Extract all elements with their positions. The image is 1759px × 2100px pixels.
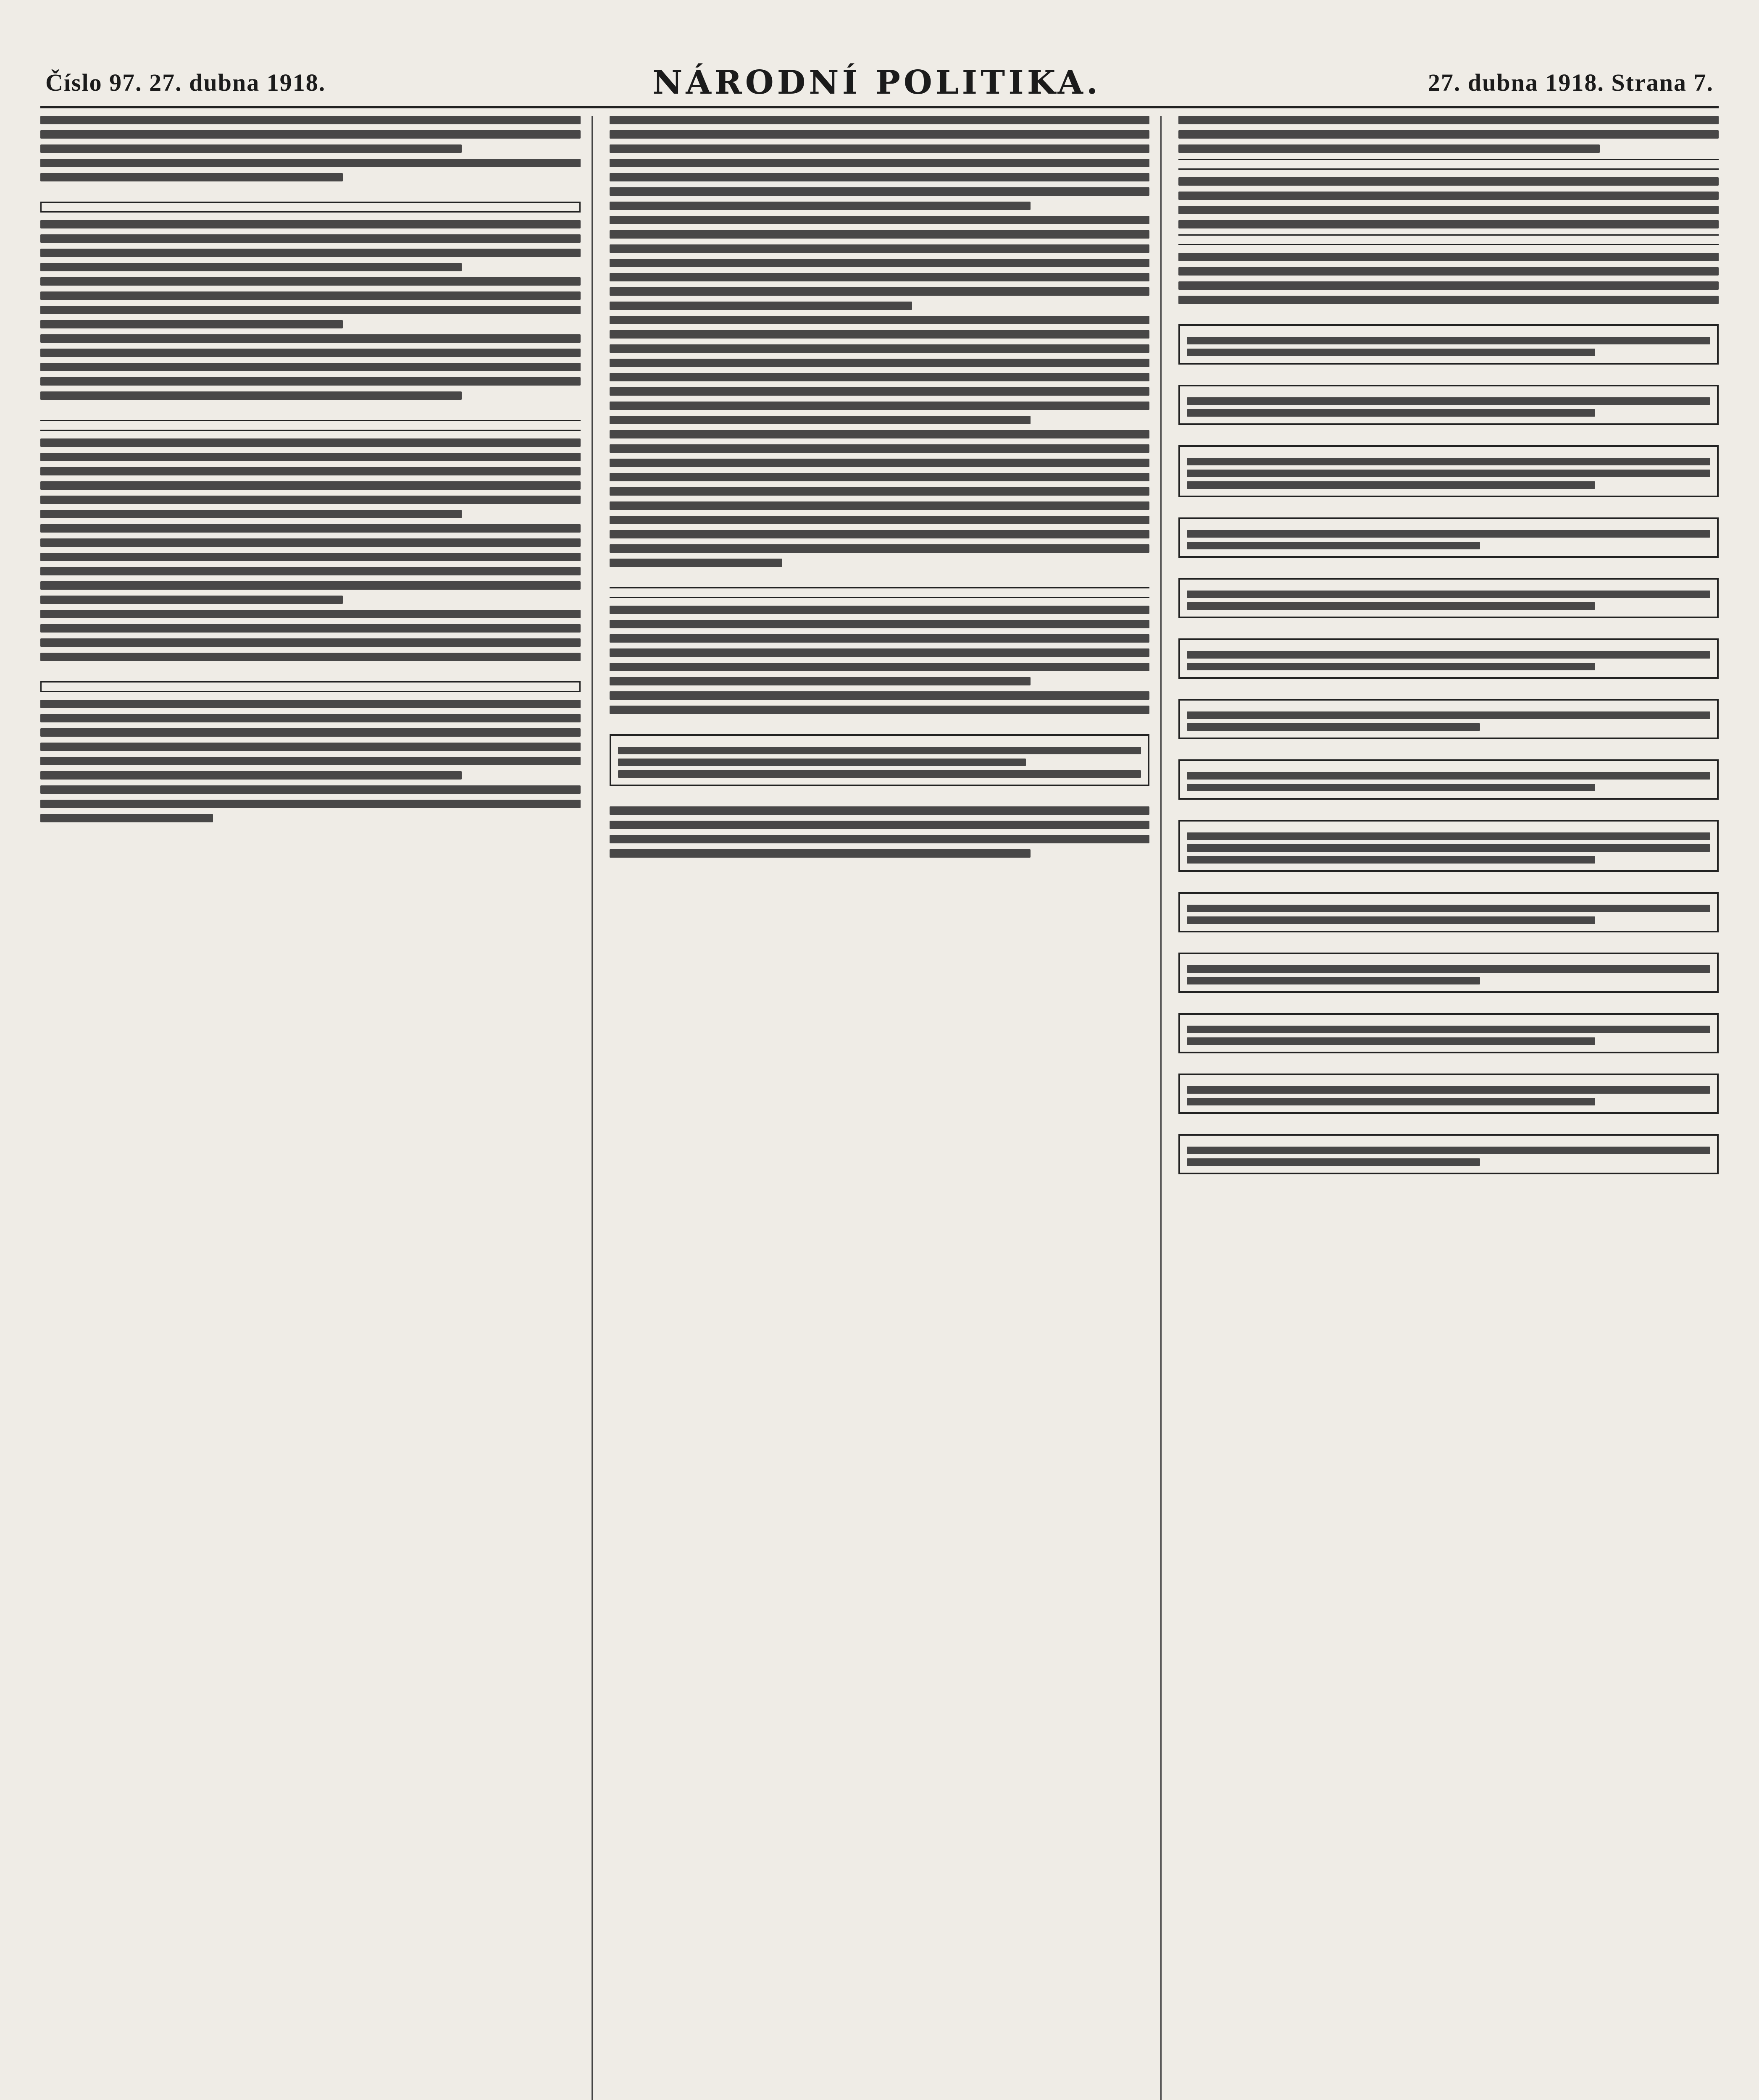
newspaper-title: NÁRODNÍ POLITIKA. <box>652 63 1102 102</box>
ad-2 <box>1178 385 1719 425</box>
ad-4 <box>1178 517 1719 558</box>
section-theatre-listings <box>40 420 581 661</box>
ad-6 <box>1178 638 1719 679</box>
ad-13 <box>1178 1074 1719 1114</box>
ad-7 <box>1178 699 1719 739</box>
ad-10 <box>1178 892 1719 932</box>
section-col2-top <box>610 116 1150 567</box>
section-obili <box>610 587 1150 714</box>
column-2 <box>610 116 1162 2100</box>
section-header <box>40 420 581 431</box>
issue-date-left: Číslo 97. 27. dubna 1918. <box>45 68 326 96</box>
section-header <box>40 681 581 692</box>
section-header <box>610 587 1150 598</box>
ad-1 <box>1178 324 1719 365</box>
section-col2-bottom <box>610 806 1150 858</box>
page-number-right: 27. dubna 1918. Strana 7. <box>1428 68 1714 96</box>
column-3 <box>1178 116 1719 2100</box>
ad-11 <box>1178 953 1719 993</box>
ad-9 <box>1178 820 1719 872</box>
section-col1-intro <box>40 116 581 181</box>
section-header <box>1178 234 1719 245</box>
section-divadlo-a-hudba <box>40 202 581 400</box>
ad-5 <box>1178 578 1719 618</box>
section-narodohospodarsky-vestnik <box>40 681 581 822</box>
column-1 <box>40 116 593 2100</box>
section-header <box>1178 159 1719 170</box>
ad-14 <box>1178 1134 1719 1174</box>
ad-3 <box>1178 445 1719 497</box>
ad-emise <box>610 734 1150 786</box>
ad-8 <box>1178 759 1719 800</box>
columns <box>40 116 1719 2100</box>
section-header <box>40 202 581 213</box>
section-col3-top <box>1178 116 1719 304</box>
masthead <box>40 63 1719 108</box>
ad-12 <box>1178 1013 1719 1053</box>
